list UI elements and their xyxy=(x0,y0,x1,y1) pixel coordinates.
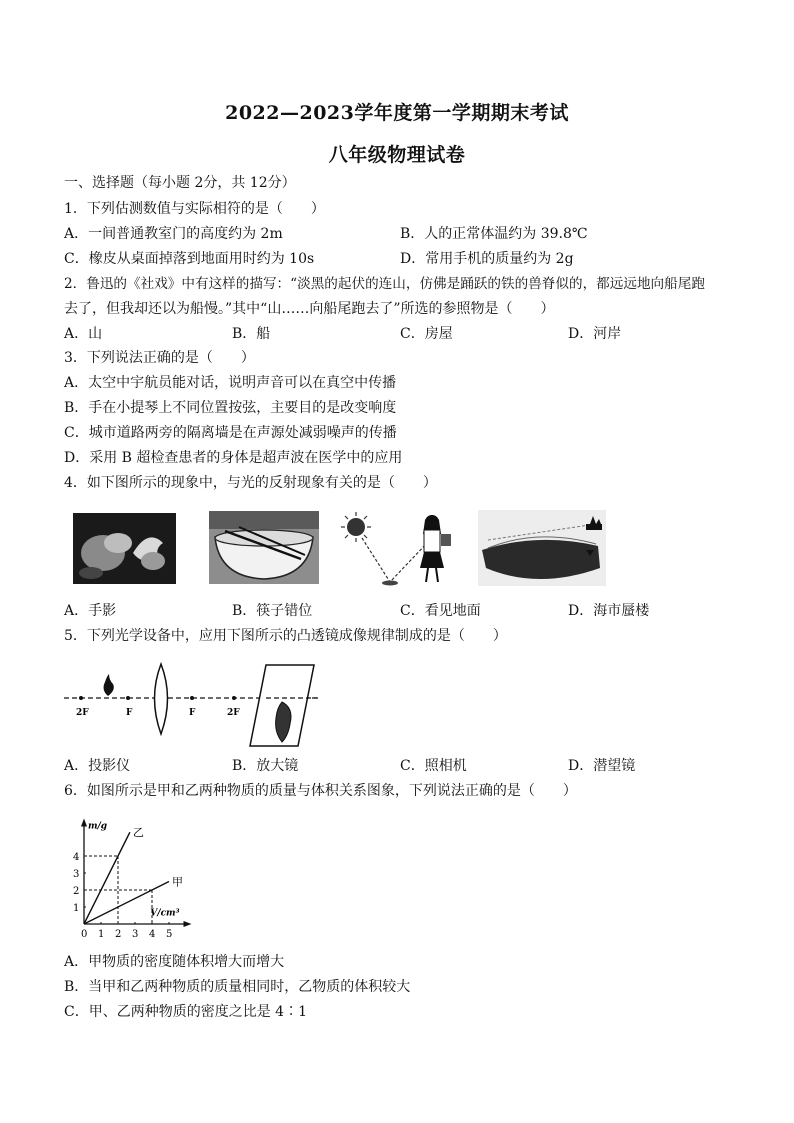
seeing-ground-image xyxy=(340,510,460,590)
q5-option-c: C．照相机 xyxy=(400,758,467,774)
q1-option-d: D．常用手机的质量约为 2g xyxy=(400,251,574,267)
q6-option-c: C．甲、乙两种物质的密度之比是 4∶1 xyxy=(64,1004,307,1020)
x-axis-arrow xyxy=(184,921,192,927)
x-tick-label: 0 xyxy=(81,929,88,940)
q6-option-a: A．甲物质的密度随体积增大而增大 xyxy=(64,954,285,970)
mass-volume-chart xyxy=(70,810,230,945)
label-2f-right: 2F xyxy=(227,708,240,718)
q3-option-d: D．采用 B 超检查患者的身体是超声波在医学中的应用 xyxy=(64,450,403,466)
q4-stem: 4．如下图所示的现象中，与光的反射现象有关的是（ ） xyxy=(64,475,437,491)
q5-option-d: D．潜望镜 xyxy=(568,758,636,774)
q4-option-c: C．看见地面 xyxy=(400,603,481,619)
q5-option-b: B．放大镜 xyxy=(232,758,299,774)
q4-option-a: A．手影 xyxy=(64,603,117,619)
hand-shadow-image xyxy=(73,513,176,584)
q5-stem: 5．下列光学设备中，应用下图所示的凸透镜成像规律制成的是（ ） xyxy=(64,628,507,644)
y-axis-label: m/g xyxy=(88,821,108,832)
x-tick-label: 2 xyxy=(115,929,122,940)
q2-option-d: D．河岸 xyxy=(568,326,622,342)
exam-subtitle: 八年级物理试卷 xyxy=(328,144,466,166)
q2-stem-line1: 2．鲁迅的《社戏》中有这样的描写：“淡黑的起伏的连山，仿佛是踊跃的铁的兽脊似的，都远远地向船尾跑 xyxy=(64,276,705,292)
series-label: 甲 xyxy=(172,875,183,889)
q1-stem: 1．下列估测数值与实际相符的是（ ） xyxy=(64,201,325,217)
series-label: 乙 xyxy=(132,826,144,840)
q1-option-c: C．橡皮从桌面掉落到地面用时约为 10s xyxy=(64,251,315,267)
y-tick-label: 4 xyxy=(73,852,80,863)
candle-flame-object xyxy=(104,674,114,696)
q3-option-b: B．手在小提琴上不同位置按弦，主要目的是改变响度 xyxy=(64,400,397,416)
series-line-0 xyxy=(84,832,130,924)
q3-stem: 3．下列说法正确的是（ ） xyxy=(64,350,255,366)
q4-option-b: B．筷子错位 xyxy=(232,603,313,619)
label-f-left: F xyxy=(126,708,133,718)
convex-lens-icon xyxy=(155,664,168,734)
x-tick-label: 1 xyxy=(98,929,105,940)
convex-lens-diagram xyxy=(62,660,324,750)
label-f-right: F xyxy=(189,708,196,718)
q3-option-a: A．太空中宇航员能对话，说明声音可以在真空中传播 xyxy=(64,375,397,391)
mirage-image xyxy=(478,510,606,586)
x-axis-label: V/cm³ xyxy=(150,908,180,919)
y-axis-arrow xyxy=(81,819,87,827)
exam-title: 2022—2023学年度第一学期期末考试 xyxy=(225,102,569,124)
chopsticks-in-bowl-image xyxy=(209,511,319,584)
x-tick-label: 4 xyxy=(149,929,156,940)
label-2f-left: 2F xyxy=(76,708,89,718)
q4-option-d: D．海市蜃楼 xyxy=(568,603,650,619)
q5-option-a: A．投影仪 xyxy=(64,758,131,774)
q3-option-c: C．城市道路两旁的隔离墙是在声源处减弱噪声的传播 xyxy=(64,425,397,441)
x-tick-label: 3 xyxy=(132,929,139,940)
q2-stem-line2: 去了，但我却还以为船慢。”其中“山……向船尾跑去了”所选的参照物是（ ） xyxy=(64,301,555,317)
y-tick-label: 2 xyxy=(73,886,80,897)
y-tick-label: 3 xyxy=(73,869,80,880)
q1-option-b: B．人的正常体温约为 39.8℃ xyxy=(400,226,588,242)
q1-option-a: A．一间普通教室门的高度约为 2m xyxy=(64,226,283,242)
q2-option-b: B．船 xyxy=(232,326,271,342)
section-heading: 一、选择题（每小题 2分，共 12分） xyxy=(64,175,296,191)
y-tick-label: 1 xyxy=(73,903,80,914)
x-tick-label: 5 xyxy=(166,929,173,940)
q6-stem: 6．如图所示是甲和乙两种物质的质量与体积关系图象，下列说法正确的是（ ） xyxy=(64,783,577,799)
q2-option-a: A．山 xyxy=(64,326,103,342)
q2-option-c: C．房屋 xyxy=(400,326,453,342)
q6-option-b: B．当甲和乙两种物质的质量相同时，乙物质的体积较大 xyxy=(64,979,411,995)
